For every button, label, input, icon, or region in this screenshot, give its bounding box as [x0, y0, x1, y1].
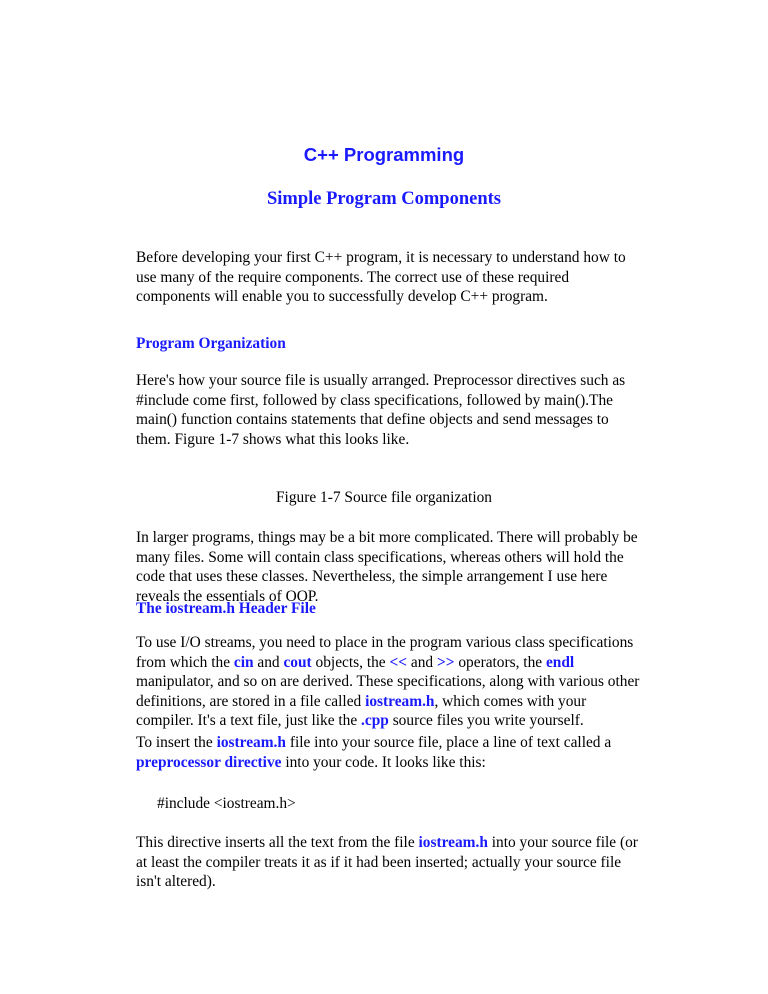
intro-paragraph: Before developing your first C++ program, it is necessary to understand how to use many of the require components. The correct use of these required components will enable you to successfully develop C++ program.	[136, 249, 626, 306]
program-organization-paragraph: Here's how your source file is usually arranged. Preprocessor directives such as #include come first, followed by class specifications, followed by main().The main() function contains statements that define objects and send messages to them. Figure 1-7 shows what this looks like.	[136, 372, 626, 448]
keyword-extraction-operator: >>	[436, 653, 455, 671]
page-subtitle: Simple Program Components	[267, 189, 501, 209]
keyword-cout: cout	[283, 653, 312, 671]
figure-caption: Figure 1-7 Source file organization	[276, 489, 492, 506]
keyword-iostream-h: iostream.h	[216, 734, 286, 751]
page-title: C++ Programming	[303, 144, 465, 165]
section-heading-iostream: The iostream.h Header File	[136, 600, 316, 617]
keyword-preprocessor-directive: preprocessor directive	[136, 753, 282, 771]
insert-paragraph: To insert the iostream.h file into your source file, place a line of text called a preprocessor directive into your code. It looks like this:	[136, 734, 612, 771]
keyword-iostream-h: iostream.h	[418, 834, 488, 851]
keyword-endl: endl	[545, 653, 575, 671]
section-heading-program-organization: Program Organization	[136, 335, 286, 352]
larger-programs-paragraph: In larger programs, things may be a bit more complicated. There will probably be many files. Some will contain class specifications, whereas others will hold the code that uses these classes. Nevertheless, the simple arrangement I use here reveals the essentials of OOP.	[136, 529, 638, 605]
keyword-iostream-h: iostream.h	[365, 692, 435, 710]
keyword-cpp: .cpp	[361, 712, 389, 730]
keyword-cin: cin	[233, 653, 254, 671]
include-directive-code: #include <iostream.h>	[157, 795, 296, 812]
keyword-insertion-operator: <<	[389, 653, 408, 671]
iostream-paragraph: To use I/O streams, you need to place in the program various class specifications from which the cin and cout objects, the << and >> operators, the endl manipulator, and so on are derived. These specifications, along with various other definitions, are stored in a file called iostream.h, which comes with your compiler. It's a text file, just like the .cpp source files you write yourself.	[136, 634, 640, 730]
directive-paragraph: This directive inserts all the text from the file iostream.h into your source file (or at least the compiler treats it as if it had been inserted; actually your source file isn't altered).	[136, 834, 638, 891]
